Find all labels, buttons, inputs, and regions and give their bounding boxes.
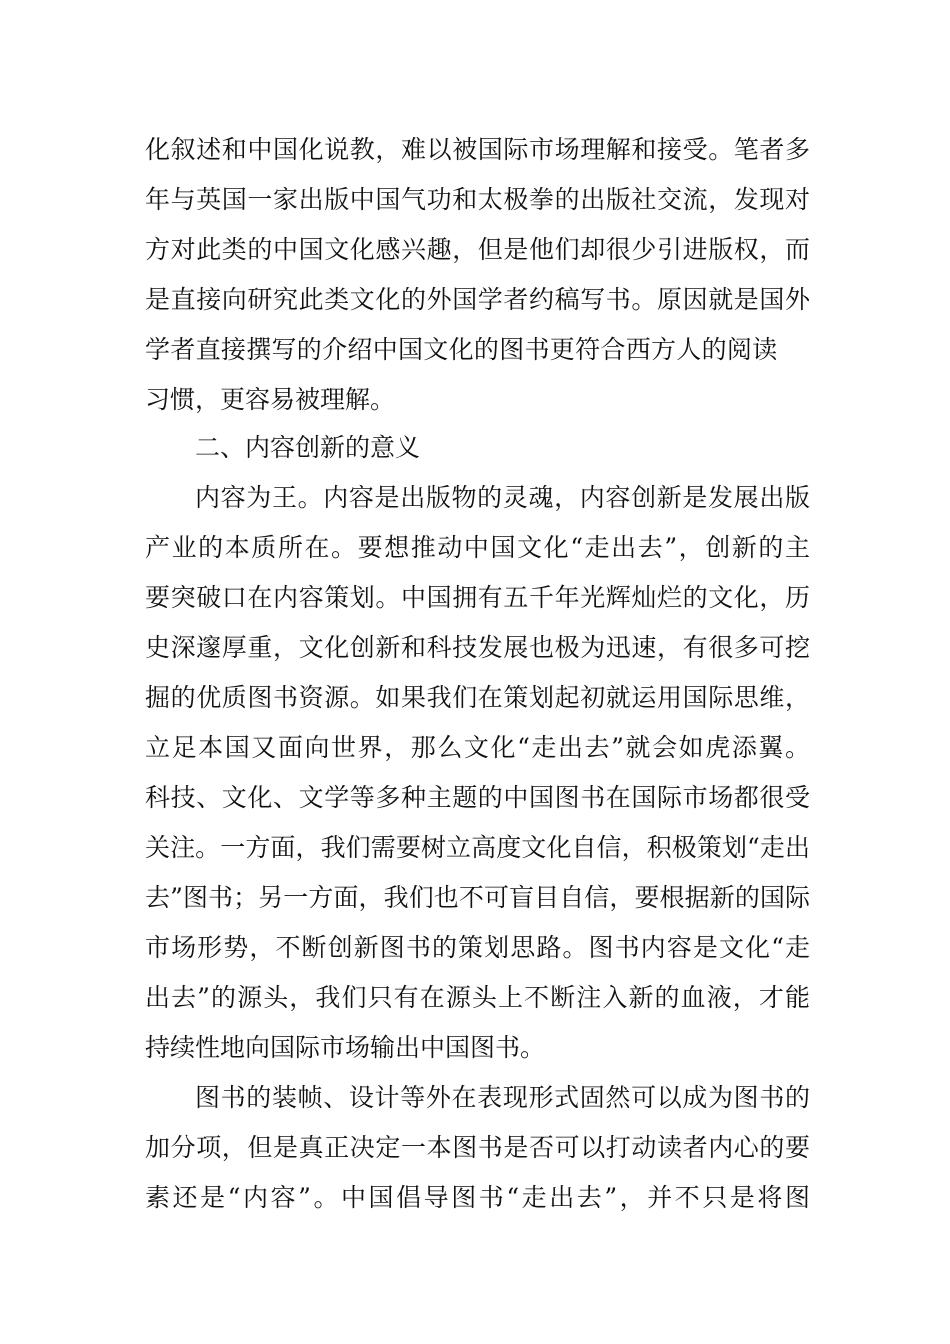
text-line: 素还是“内容”。中国倡导图书“走出去”，并不只是将图: [145, 1183, 810, 1212]
text-line: 学者直接撰写的介绍中国文化的图书更符合西方人的阅读: [145, 335, 778, 364]
text-line: 图书的装帧、设计等外在表现形式固然可以成为图书的: [195, 1083, 810, 1112]
text-line: 科技、文化、文学等多种主题的中国图书在国际市场都很受: [145, 783, 810, 812]
text-line: 持续性地向国际市场输出中国图书。: [145, 1033, 546, 1062]
text-line: 化叙述和中国化说教，难以被国际市场理解和接受。笔者多: [145, 135, 810, 164]
text-line: 市场形势，不断创新图书的策划思路。图书内容是文化“走: [145, 933, 810, 962]
text-line: 内容为王。内容是出版物的灵魂，内容创新是发展出版: [195, 483, 810, 512]
text-line: 加分项，但是真正决定一本图书是否可以打动读者内心的要: [145, 1133, 810, 1162]
text-line: 出去”的源头，我们只有在源头上不断注入新的血液，才能: [145, 983, 810, 1012]
text-line: 掘的优质图书资源。如果我们在策划起初就运用国际思维，: [145, 683, 810, 712]
text-line: 年与英国一家出版中国气功和太极拳的出版社交流，发现对: [145, 185, 810, 214]
section-heading: 二、内容创新的意义: [195, 433, 421, 462]
text-line: 史深邃厚重，文化创新和科技发展也极为迅速，有很多可挖: [145, 633, 810, 662]
text-line: 是直接向研究此类文化的外国学者约稿写书。原因就是国外: [145, 285, 810, 314]
text-line: 去”图书；另一方面，我们也不可盲目自信，要根据新的国际: [145, 883, 810, 912]
text-line: 关注。一方面，我们需要树立高度文化自信，积极策划“走出: [145, 833, 810, 862]
text-line: 方对此类的中国文化感兴趣，但是他们却很少引进版权，而: [145, 235, 810, 264]
text-line: 产业的本质所在。要想推动中国文化“走出去”，创新的主: [145, 533, 810, 562]
text-line: 立足本国又面向世界，那么文化“走出去”就会如虎添翼。: [145, 733, 810, 762]
text-line: 要突破口在内容策划。中国拥有五千年光辉灿烂的文化，历: [145, 583, 810, 612]
text-line: 习惯，更容易被理解。: [145, 385, 396, 414]
